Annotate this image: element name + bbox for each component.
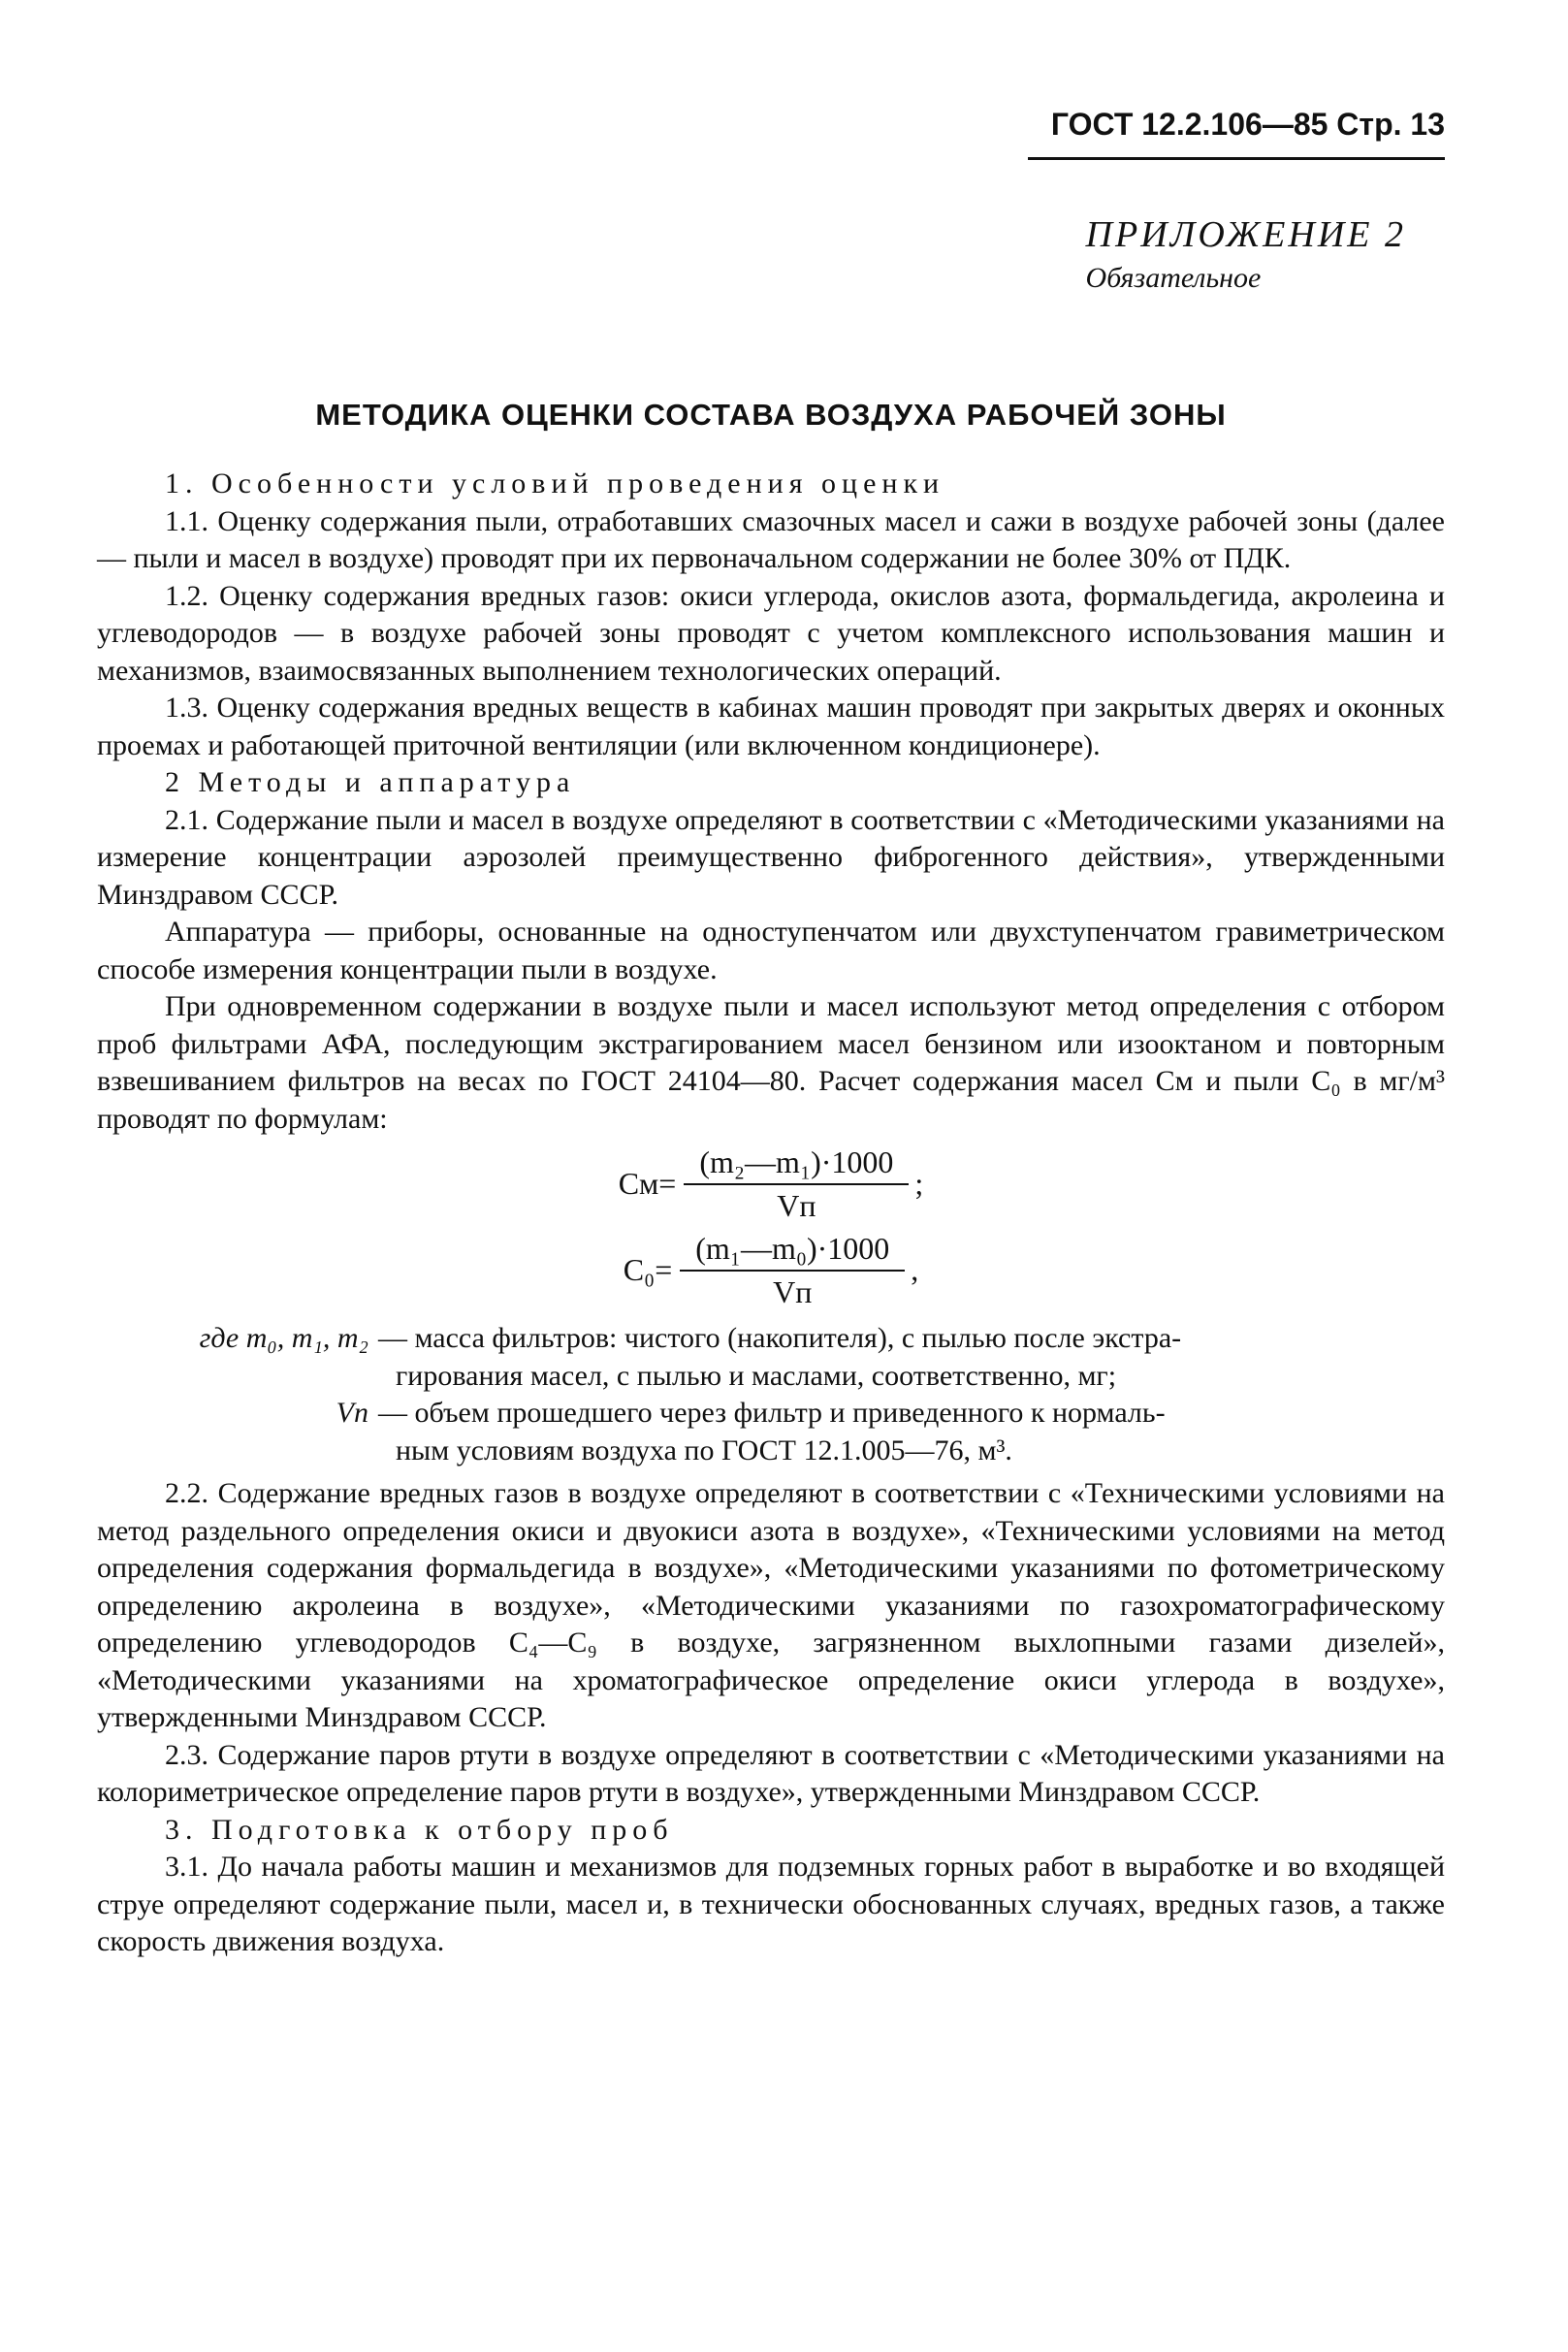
paragraph-2-3: 2.3. Содержание паров ртути в воздухе определяют в соответствии с «Методическими указаниями на колориметрическое определение паров ртути в воздухе», утвержденными Минздравом СССР. xyxy=(97,1738,1445,1808)
where-definitions xyxy=(97,1320,1445,1469)
appendix-subtitle: Обязательное xyxy=(1085,262,1262,294)
paragraph-2-1-apparatus: Аппаратура — приборы, основанные на одноступенчатом или двухступенчатом гравиметрическом способе измерения концентрации пыли в воздухе. xyxy=(97,916,1445,985)
paragraph-1-2: 1.2. Оценку содержания вредных газов: окиси углерода, окислов азота, формальдегида, акролеина и углеводородов — в воздухе рабочей зоны проводят с учетом комплексного использования машин и механизмов, взаимосвязанных выполнением технологических операций. xyxy=(97,579,1445,687)
formula-oil-numerator: (m₂—m₁)·1000 xyxy=(684,1144,909,1185)
section-heading-2: 2 Методы и аппаратура xyxy=(165,766,576,798)
paragraph-2-1: 2.1. Содержание пыли и масел в воздухе определяют в соответствии с «Методическими указаниями на измерение концентрации аэрозолей преимущественно фиброгенного действия», утвержденными Минздравом СССР. xyxy=(97,803,1445,911)
appendix-label xyxy=(1086,213,1406,295)
formula-oil-fraction xyxy=(684,1144,909,1224)
paragraph-2-2: 2.2. Содержание вредных газов в воздухе определяют в соответствии с «Техническими условиями на метод раздельного определения окиси и двуокиси азота в воздухе», «Техническими условиями на метод определения содержания формальдегида в воздухе», «Методическими указаниями по фотометрическому определению акролеина в воздухе», «Методическими указаниями по газохроматографическому определению углеводородов C₄—C₉ в воздухе, загрязненном выхлопными газами дизелей», «Методическими указаниями на хроматографическое определение окиси углерода в воздухе», утвержденными Минздравом СССР. xyxy=(97,1477,1445,1733)
section-heading-3: 3. Подготовка к отбору проб xyxy=(165,1813,674,1846)
section-heading-1: 1. Особенности условий проведения оценки xyxy=(165,467,945,499)
formula-oil-lhs: Cм= xyxy=(618,1166,677,1202)
formula-oil xyxy=(97,1144,1445,1224)
document-body xyxy=(97,466,1445,1961)
paragraph-3-1: 3.1. До начала работы машин и механизмов для подземных горных работ в выработке и во входящей струе определяют содержание пыли, масел и, в технически обоснованных случаях, вредных газов, а также скорость движения воздуха. xyxy=(97,1851,1445,1957)
paragraph-1-3: 1.3. Оценку содержания вредных веществ в кабинах машин проводят при закрытых дверях и оконных проемах и работающей приточной вентиляции (или включенном кондиционере). xyxy=(97,692,1445,761)
definition-term: Vп xyxy=(336,1397,368,1429)
definition-line: — масса фильтров: чистого (накопителя), с пылью после экстра- xyxy=(378,1322,1182,1354)
formula-dust-lhs: C₀= xyxy=(623,1252,673,1288)
definition-line: — объем прошедшего через фильтр и приведенного к нормаль- xyxy=(378,1397,1166,1429)
definition-term: где m₀, m₁, m₂ xyxy=(199,1322,368,1354)
formula-dust-fraction xyxy=(680,1230,905,1310)
paragraph-2-1-method: При одновременном содержании в воздухе пыли и масел используют метод определения с отбором проб фильтрами АФА, последующим экстрагированием масел бензином или изооктаном и повторным взвешиванием фильтров на весах по ГОСТ 24104—80. Расчет содержания масел Cм и пыли C₀ в мг/м³ проводят по формулам: xyxy=(97,990,1445,1135)
page-header: ГОСТ 12.2.106—85 Стр. 13 xyxy=(1050,107,1445,142)
formula-dust xyxy=(97,1230,1445,1310)
formula-dust-denominator: Vп xyxy=(773,1273,813,1309)
paragraph-1-1: 1.1. Оценку содержания пыли, отработавших смазочных масел и сажи в воздухе рабочей зоны (далее — пыли и масел в воздухе) проводят при их первоначальном содержании не более 30% от ПДК. xyxy=(97,504,1445,574)
document-title: МЕТОДИКА ОЦЕНКИ СОСТАВА ВОЗДУХА РАБОЧЕЙ ЗОНЫ xyxy=(315,398,1227,432)
definition-row xyxy=(97,1320,1445,1395)
header-rule xyxy=(1028,157,1445,160)
formula-dust-numerator: (m₁—m₀)·1000 xyxy=(680,1230,905,1272)
definition-line: гирования масел, с пылью и маслами, соответственно, мг; xyxy=(396,1359,1117,1392)
formula-oil-denominator: Vп xyxy=(777,1187,816,1223)
definition-text xyxy=(378,1320,1445,1395)
definition-row xyxy=(97,1395,1445,1469)
appendix-title: ПРИЛОЖЕНИЕ 2 xyxy=(1085,214,1406,255)
formula-dust-punct: , xyxy=(911,1252,919,1288)
definition-text xyxy=(378,1395,1445,1469)
definition-line: ным условиям воздуха по ГОСТ 12.1.005—76, м³. xyxy=(396,1434,1012,1466)
formula-oil-punct: ; xyxy=(914,1166,924,1202)
